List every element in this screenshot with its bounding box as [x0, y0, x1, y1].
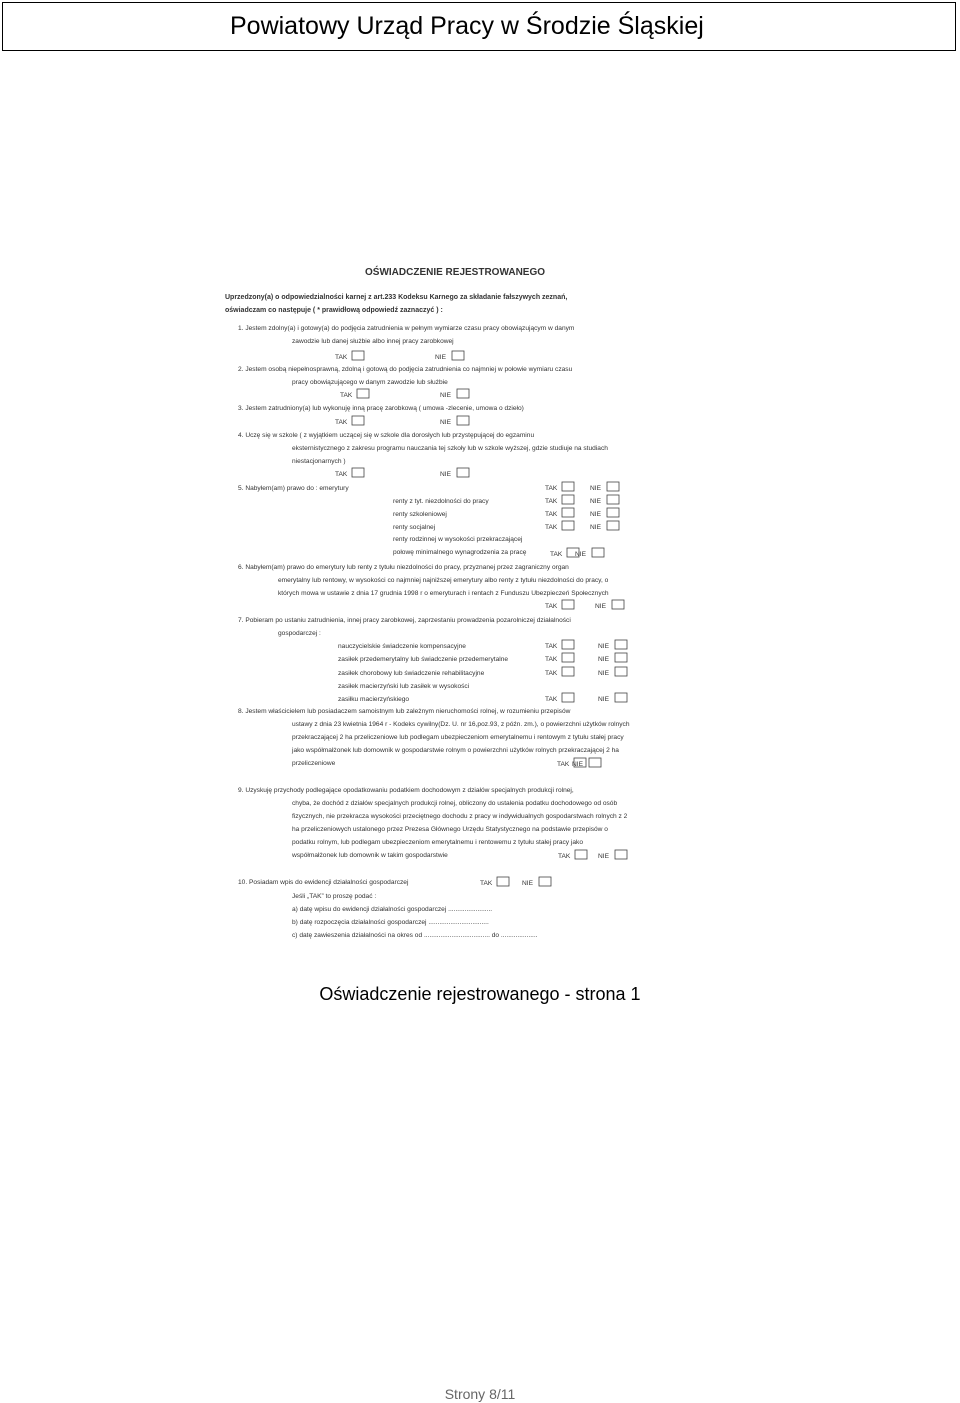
- checkbox: [615, 653, 627, 662]
- checkbox: [607, 482, 619, 491]
- tak-label: TAK: [545, 524, 558, 531]
- form-line: których mowa w ustawie z dnia 17 grudnia 1998 r o emeryturach i rentach z Funduszu Ubezpieczeń Społecznych: [278, 590, 609, 597]
- checkbox: [539, 877, 551, 886]
- form-line: zasiłek macierzyński lub zasiłek w wysokości: [338, 683, 470, 690]
- scanned-form-image: [200, 248, 712, 968]
- form-line: jako współmałżonek lub domownik w gospodarstwie rolnym o powierzchni użytków rolnych przekraczającej 2 ha: [292, 747, 619, 754]
- nie-label: NIE: [572, 761, 583, 768]
- form-line: eksternistycznego z zakresu programu nauczania tej szkoły lub w szkole wyższej, gdzie studiuje na studiach: [292, 445, 608, 452]
- form-line: połowę minimalnego wynagrodzenia za pracę: [393, 549, 527, 556]
- tak-label: TAK: [545, 485, 558, 492]
- checkbox: [615, 667, 627, 676]
- form-line: renty socjalnej: [393, 524, 436, 531]
- nie-label: NIE: [590, 511, 601, 518]
- nie-label: NIE: [435, 354, 446, 361]
- nie-label: NIE: [590, 498, 601, 505]
- checkbox: [457, 416, 469, 425]
- checkbox: [457, 468, 469, 477]
- tak-label: TAK: [480, 880, 493, 887]
- nie-label: NIE: [575, 551, 586, 558]
- nie-label: NIE: [590, 485, 601, 492]
- nie-label: NIE: [440, 392, 451, 399]
- form-line: niestacjonarnych ): [292, 458, 346, 465]
- form-line: gospodarczej :: [278, 630, 321, 637]
- checkbox: [562, 640, 574, 649]
- tak-label: TAK: [340, 392, 353, 399]
- image-caption: Oświadczenie rejestrowanego - strona 1: [319, 984, 641, 1004]
- form-line: pracy obowiązującego w danym zawodzie lub służbie: [292, 379, 448, 386]
- form-intro-2: oświadczam co następuje ( * prawidłową odpowiedź zaznaczyć ) :: [225, 307, 443, 314]
- form-line: 9. Uzyskuję przychody podlegające opodatkowaniu podatkiem dochodowym z działów specjalnych produkcji rolnej,: [238, 787, 574, 794]
- tak-label: TAK: [545, 696, 558, 703]
- tak-label: TAK: [545, 643, 558, 650]
- form-line: 7. Pobieram po ustaniu zatrudnienia, innej pracy zarobkowej, zaprzestaniu prowadzenia pozarolniczej działalności: [238, 617, 571, 624]
- tak-label: TAK: [557, 761, 570, 768]
- form-line: ha przeliczeniowych ustalonego przez Prezesa Głównego Urzędu Statystycznego na podstawie przepisów o: [292, 826, 608, 833]
- checkbox: [452, 351, 464, 360]
- form-line: współmałżonek lub domownik w takim gospodarstwie: [292, 852, 448, 859]
- tak-label: TAK: [545, 670, 558, 677]
- checkbox: [497, 877, 509, 886]
- checkbox: [562, 521, 574, 530]
- checkbox: [562, 482, 574, 491]
- tak-label: TAK: [545, 511, 558, 518]
- checkbox: [575, 850, 587, 859]
- form-line: renty szkoleniowej: [393, 511, 447, 518]
- checkbox: [352, 416, 364, 425]
- form-line: ustawy z dnia 23 kwietnia 1964 r - Kodeks cywilny(Dz. U. nr 16,poz.93, z późn. zm.), o powierzchni użytków rolnych: [292, 721, 630, 728]
- form-line: Jeśli „TAK” to proszę podać :: [292, 893, 377, 900]
- nie-label: NIE: [598, 643, 609, 650]
- form-line: nauczycielskie świadczenie kompensacyjne: [338, 643, 466, 650]
- nie-label: NIE: [598, 656, 609, 663]
- checkbox: [607, 495, 619, 504]
- tak-label: TAK: [335, 471, 348, 478]
- form-line: a) datę wpisu do ewidencji działalności gospodarczej ........................: [292, 906, 493, 913]
- form-intro-1: Uprzedzony(a) o odpowiedzialności karnej z art.233 Kodeksu Karnego za składanie fałszywych zeznań,: [225, 294, 568, 301]
- form-line: 3. Jestem zatrudniony(a) lub wykonuję inną pracę zarobkową ( umowa -zlecenie, umowa o dzieło): [238, 405, 524, 412]
- form-scan-svg: [200, 248, 712, 968]
- nie-label: NIE: [598, 670, 609, 677]
- form-body: [238, 325, 630, 939]
- form-line: 2. Jestem osobą niepełnosprawną, zdolną i gotową do podjęcia zatrudnienia co najmniej w połowie wymiaru czasu: [238, 366, 573, 373]
- checkbox: [615, 693, 627, 702]
- form-line: zasiłku macierzyńskiego: [338, 696, 410, 703]
- checkbox: [589, 758, 601, 767]
- nie-label: NIE: [590, 524, 601, 531]
- checkbox: [352, 351, 364, 360]
- nie-label: NIE: [598, 696, 609, 703]
- checkbox: [615, 850, 627, 859]
- form-line: 10. Posiadam wpis do ewidencji działalności gospodarczej: [238, 879, 409, 886]
- checkbox: [607, 508, 619, 517]
- form-line: chyba, że dochód z działów specjalnych produkcji rolnej, obliczony do ustalenia podatku dochodowego od osób: [292, 800, 618, 807]
- checkbox: [457, 389, 469, 398]
- checkbox: [562, 667, 574, 676]
- checkbox: [357, 389, 369, 398]
- form-line: przeliczeniowe: [292, 760, 336, 767]
- form-line: zasiłek przedemerytalny lub świadczenie przedemerytalne: [338, 656, 509, 663]
- tak-label: TAK: [335, 354, 348, 361]
- page-header: [2, 2, 956, 51]
- tak-label: TAK: [545, 603, 558, 610]
- checkbox: [562, 600, 574, 609]
- checkbox: [562, 693, 574, 702]
- tak-label: TAK: [558, 853, 571, 860]
- checkbox: [352, 468, 364, 477]
- checkbox: [562, 508, 574, 517]
- tak-label: TAK: [550, 551, 563, 558]
- checkbox: [562, 495, 574, 504]
- form-line: 1. Jestem zdolny(a) i gotowy(a) do podjęcia zatrudnienia w pełnym wymiarze czasu pracy obowiązującym w danym: [238, 325, 575, 332]
- tak-label: TAK: [545, 498, 558, 505]
- form-line: 4. Uczę się w szkole ( z wyjątkiem uczącej się w szkole dla dorosłych lub przystępującej do egzaminu: [238, 432, 535, 439]
- tak-label: TAK: [335, 419, 348, 426]
- checkbox: [607, 521, 619, 530]
- form-line: fizycznych, nie przekracza wysokości przeciętnego dochodu z pracy w indywidualnych gospodarstwach rolnych z 2: [292, 813, 628, 820]
- form-line: przekraczającej 2 ha przeliczeniowe lub podlegam ubezpieczeniom emerytalnemu i rentowym z tytułu stałej pracy: [292, 734, 624, 741]
- checkbox: [615, 640, 627, 649]
- checkbox: [592, 548, 604, 557]
- form-line: c) datę zawieszenia działalności na okres od .................................... do ....................: [292, 932, 538, 939]
- nie-label: NIE: [440, 419, 451, 426]
- form-line: zawodzie lub danej służbie albo innej pracy zarobkowej: [292, 338, 454, 345]
- nie-label: NIE: [595, 603, 606, 610]
- checkbox: [612, 600, 624, 609]
- checkbox: [562, 653, 574, 662]
- nie-label: NIE: [440, 471, 451, 478]
- form-heading: OŚWIADCZENIE REJESTROWANEGO: [365, 267, 546, 278]
- form-line: 8. Jestem właścicielem lub posiadaczem samoistnym lub zależnym nieruchomości rolnej, w rozumieniu przepisów: [238, 708, 571, 715]
- nie-label: NIE: [522, 880, 533, 887]
- form-line: zasiłek chorobowy lub świadczenie rehabilitacyjne: [338, 670, 485, 677]
- form-line: renty z tyt. niezdolności do pracy: [393, 498, 489, 505]
- form-line: emerytalny lub rentowy, w wysokości co najmniej najniższej emerytury albo renty z tytułu niezdolności do pracy, o: [278, 577, 609, 584]
- page-title: Powiatowy Urząd Pracy w Środzie Śląskiej: [230, 12, 704, 40]
- form-line: b) datę rozpoczęcia działalności gospodarczej .................................: [292, 919, 489, 926]
- form-line: podatku rolnym, lub podlegam ubezpieczeniom emerytalnemu i rentowemu z tytułu stałej pracy jako: [292, 839, 584, 846]
- nie-label: NIE: [598, 853, 609, 860]
- form-line: renty rodzinnej w wysokości przekraczającej: [393, 536, 523, 543]
- form-line: 6. Nabyłem(am) prawo do emerytury lub renty z tytułu niezdolności do pracy, przyznanej przez zagraniczny organ: [238, 564, 569, 571]
- form-line: 5. Nabyłem(am) prawo do : emerytury: [238, 485, 349, 492]
- page-number: Strony 8/11: [444, 1386, 516, 1402]
- tak-label: TAK: [545, 656, 558, 663]
